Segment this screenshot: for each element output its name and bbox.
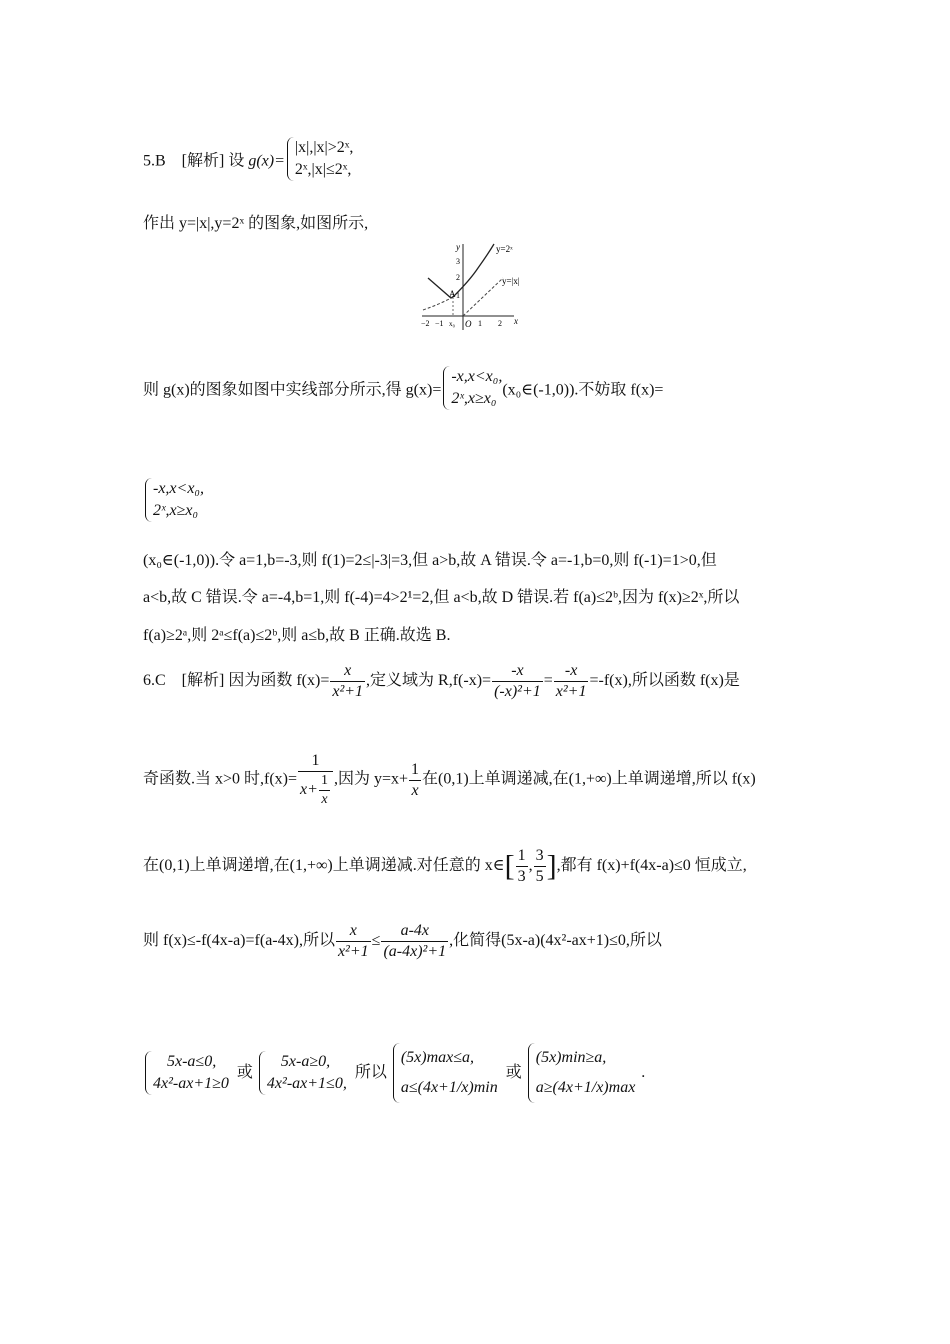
system-2-row2: 4x²-ax+1≤0, [266,1075,347,1092]
solid-curve [428,244,494,298]
frac-big [298,753,333,807]
f-piecewise [143,478,204,522]
label-y2x: y=2ˣ [496,244,513,254]
p6-line3: 在(0,1)上单调递增,在(1,+∞)上单调递减.对任意的 x∈[ $\frac{1}{3}$ , $\frac{3}{5}$ ],都有 f(x)+f(4x-a)≤0 恒成立, [143,847,747,885]
p5-line3 [143,368,664,410]
system-4 [526,1043,636,1103]
p5-line5: (x₀∈(-1,0)).令 a=1,b=-3,则 f(1)=2≤|-3|=3,但 a>b,故 A 错误.令 a=-1,b=0,则 f(-1)=1>0,但 [143,552,717,569]
p5-line3-post: (x₀∈(-1,0)).不妨取 f(x)= [502,381,664,399]
frac-l4a-num: x [336,923,371,942]
frac-small [409,762,421,799]
tick-x-x0: x₀ [449,320,455,328]
frac-f [330,663,365,700]
p6-line2-post: 在(0,1)上单调递减,在(1,+∞)上单调递增,所以 f(x) [422,770,756,788]
p6-eq: = [543,672,553,690]
label-A: A [449,289,456,299]
p5-line3-pre: 则 g(x)的图象如图中实线部分所示,得 g(x)= [143,381,442,399]
g-case2: 2ˣ,|x|≤2ˣ, [294,161,352,178]
p6-line2-pre: 奇函数.当 x>0 时,f(x)= [143,770,298,788]
system-1-row2: 4x²-ax+1≥0 [153,1075,229,1092]
leq: ≤ [371,932,381,950]
frac-inner [319,774,330,807]
frac-fm2-num: -x [554,663,589,682]
p5-line2: 作出 y=|x|,y=2ˣ 的图象,如图所示, [143,215,369,232]
g-result-piecewise [441,366,502,410]
system-2 [257,1051,347,1095]
label-y: y [456,242,460,252]
p5-line6: a<b,故 C 错误.令 a=-4,b=1,则 f(-4)=4>2¹=2,但 a<b,故 D 错误.若 f(a)≤2ᵇ,因为 f(x)≥2ˣ,所以 [143,589,740,606]
system-2-row1: 5x-a≥0, [280,1053,331,1070]
frac-l4a [336,923,371,960]
p6-mid1: ,定义域为 R,f(-x)= [366,672,492,690]
frac-fm-den: (-x)²+1 [494,683,541,700]
dashed-exp [423,298,451,310]
frac-int-a-den: 3 [517,868,526,885]
frac-small-den: x [411,781,419,799]
interval-open: [ [504,849,515,883]
frac-l4a-den: x²+1 [337,943,369,960]
p6-line4-pre: 则 f(x)≤-f(4x-a)=f(a-4x),所以 [143,932,335,950]
or-2: 或 [505,1063,522,1081]
system-4-row1: (5x)min≥a, [535,1049,607,1066]
or-1: 或 [236,1063,253,1081]
p5-line1 [143,139,354,181]
p6-line2 [143,753,756,807]
label-x: x [514,316,518,326]
tick-y-3: 3 [456,257,460,266]
frac-inner-num: 1 [319,774,330,791]
p6-head: 6.C [解析] 因为函数 f(x)= [143,672,330,690]
frac-fm-num: -x [492,663,543,682]
frac-inner-den: x [321,792,328,807]
frac-l4b [381,923,448,960]
g-case1: |x|,|x|>2ˣ, [294,139,354,156]
tick-y-2: 2 [456,273,460,282]
frac-fm2 [554,663,589,700]
p5-f-def [143,478,204,522]
end-period: . [641,1063,646,1081]
p6-line3-pre: 在(0,1)上单调递增,在(1,+∞)上单调递减.对任意的 x∈ [143,857,505,875]
frac-int-b [534,848,546,885]
tick-y-1: 1 [456,291,460,300]
frac-fm [492,663,543,700]
frac-big-num: 1 [298,753,333,772]
system-1 [143,1051,229,1095]
system-1-row1: 5x-a≤0, [167,1053,217,1070]
interval-close: ] [546,849,557,883]
frac-int-b-den: 5 [535,868,544,885]
system-4-row2: a≥(4x+1/x)max [535,1079,636,1096]
g-result-case2: 2ˣ,x≥x₀ [451,390,497,407]
p6-tail1: =-f(x),所以函数 f(x)是 [589,672,740,690]
p5-line7: f(a)≥2ᵃ,则 2ᵃ≤f(a)≤2ᵇ,则 a≤b,故 B 正确.故选 B. [143,627,451,644]
frac-int-b-num: 3 [534,848,546,867]
frac-int-a-num: 1 [516,848,528,867]
g-piecewise [285,137,353,181]
tick-x-2: 2 [498,319,502,328]
so: 所以 [354,1063,387,1081]
p6-line3-post: ,都有 f(x)+f(4x-a)≤0 恒成立, [556,857,747,875]
system-3 [391,1043,498,1103]
system-3-row2: a≤(4x+1/x)min [400,1079,498,1096]
frac-int-a [516,848,528,885]
tick-x-neg1: −1 [435,319,444,328]
frac-fm2-den: x²+1 [555,683,587,700]
f-case1: -x,x<x₀, [153,480,204,497]
graph-figure [418,240,528,335]
g-def: g(x)= [248,152,285,170]
frac-big-den [298,772,333,807]
p6-systems [143,1043,645,1103]
f-case2: 2ˣ,x≥x₀ [153,502,199,519]
system-3-row1: (5x)max≤a, [400,1049,475,1066]
label-yabs: y=|x| [502,276,520,286]
frac-l4b-num: a-4x [381,923,448,942]
frac-big-den-pre: x+ [300,781,318,799]
p6-line1 [143,663,740,700]
tick-x-neg2: −2 [421,319,430,328]
frac-f-num: x [330,663,365,682]
p6-line2-mid: ,因为 y=x+ [333,770,409,788]
tick-x-1: 1 [478,319,482,328]
frac-f-den: x²+1 [332,683,364,700]
p6-line4 [143,923,662,960]
label-O: O [465,319,472,329]
dashed-abs [463,278,503,316]
p5-head: 5.B [解析] 设 [143,152,249,170]
frac-l4b-den: (a-4x)²+1 [383,943,447,960]
p6-line4-post: ,化简得(5x-a)(4x²-ax+1)≤0,所以 [449,932,662,950]
frac-small-num: 1 [409,762,421,781]
g-result-case1: -x,x<x₀, [451,368,503,385]
